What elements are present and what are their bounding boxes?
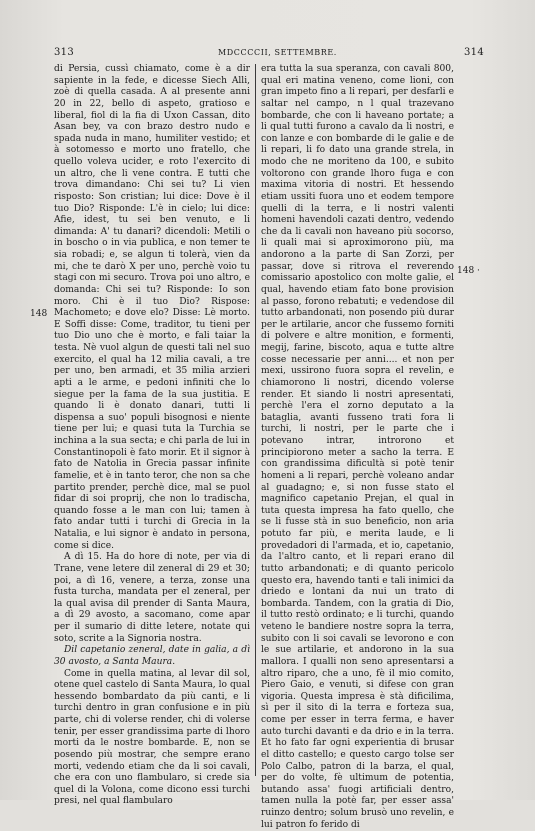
running-header xyxy=(0,47,535,61)
paragraph: A dì 15. Ha do hore di note, per via di Trane, vene letere dil zeneral di 29 et 30; poi, a dì 16, venere, a terza, zonse una fusta turcha, mandata per el zeneral, per la qual avisa dil prender di Santa Maura, a dì 29 avosto, a sacomano, come apar per il sumario di ditte letere, notate qui soto, scrite a la Signoria nostra. xyxy=(54,552,250,644)
margin-number-right: 148 · xyxy=(457,266,480,276)
running-title: MDCCCCII, SETTEMBRE. xyxy=(218,48,337,57)
page-number-right: 314 xyxy=(464,47,484,58)
page-number-left: 313 xyxy=(54,47,74,58)
left-column xyxy=(54,64,250,808)
paragraph: era tutta la sua speranza, con cavali 800, qual eri matina veneno, come lioni, con gran impeto fino a li repari, per desfarli e saltar nel campo, n l qual trazevano bombarde, che con li haveano portate; a li qual tutti furono a cavalo da li nostri, e con lanze e con bombarde di le galie e de li repari, li fo dato una grande strela, in modo che ne moriteno da 100, e subito voltorono con grande lhoro fuga e con maxima vitoria di nostri. Et hessendo etiam ussiti fuora uno et eodem tempore quelli di la terra, e li nostri valenti homeni havendoli cazati dentro, vedendo che da li cavali non haveano più socorso, li quali mai si aproximorono più, ma andorono a la parte di San Zorzi, per passar, dove si ritrova el reverendo comissario apostolico con molte galie, el qual, havendo etiam fato bone provision al passo, forono rebatuti; e vedendose dil tutto arbandonati, non posendo più durar per le artilarie, ancor che fussemo forniti di polvere e altre monition, e formenti, megij, farine, biscoto, aqua e tutte altre cosse necessarie per anni.... et non per mexi, ussirono fuora sopra el revelin, e chiamorono li nostri, dicendo volerse render. Et siando li nostri apresentati, perchè l'era el zorno deputato a la bataglia, avanti fusseno trati fora li turchi, li nostri, per le parte che i potevano intrar, introrono et principiorono meter a sacho la terra. E con grandissima dificultà si potè tenir homeni a li repari, perchè voleano andar al guadagno; e, si non fusse stato el magnifico capetanio Prejan, el qual in tuta questa impresa ha fato quello, che se li fusse stà in suo beneficio, non aria potuto far più, e merita laude, e li provedadori di l'armada, et io, capetanio, da l'altro canto, et li repari erano dil tutto arbandonati; e di quanto pericolo questo era, havendo tanti e tali inimici da driedo e lontani da nui un trato di bombarda. Tandem, con la gratia di Dio, il tutto restò ordinato; e li turchi, quando veteno le bandiere nostre sopra la terra, subito con li soi cavali se levorono e con le sue artilarie, et andorono in la sua mallora. I qualli non seno apresentarsi a altro riparo, che a uno, fè il mio comito, Piero Gaio, e venuti, si difese con gran vigoria. Questa impresa è stà dificilima, sì per il sito di la terra e forteza sua, come per esser in terra ferma, e haver auto turchi davanti e da drio e in la terra. Et ho fato far ogni experientia di brusar el ditto castello; e questo cargo tolse ser Polo Calbo, patron di la barza, el qual, per do volte, fè ultimum de potentia, butando assa' fuogi artificiali dentro, tamen nulla la potè far, per esser assa' ruinzo dentro; solum brusò uno revelin, e lui patron fo ferido di xyxy=(261,64,454,830)
paragraph: di Persia, cussì chiamato, come è a dir sapiente in la fede, e dicesse Siech Alli, zoè di quella casada. A al presente anni 20 in 22, bello di aspeto, gratioso e liberal, fiol di la fia di Uxon Cassan, dito Asan bey, va con brazo destro nudo e spada nuda in mano, humiliter vestido; et à sotomesso e morto uno fratello, che quello voleva ucider, e roto l'exercito di un altro, che li vene contra. E tutti che trova dimandano: Chi sei tu? Li vien risposto: Son cristian; lui dice: Dove è il tuo Dio? Risponde: L'è in cielo; lui dice: Afie, idest, tu sei ben venuto, e li dimanda: A' tu danari? dicendoli: Metili o in boscho o in via publica, e non temer te sia robadi; e, se algun ti tolerà, vien da mi, che te darò X per uno, perchè voio tu stagi con mi securo. Trova poi uno altro, e domanda: Chi sei tu? Risponde: Io son moro. Chi è il tuo Dio? Rispose: Machometo; e dove elo? Disse: Lè morto. E Soffi disse: Come, traditor, tu tieni per tuo Dio uno che è morto, e fali taiar la testa. Nè vuol algun de questi tali nel suo exercito, el qual ha 12 milia cavali, a tre per uno, ben armadi, et 35 milia arzieri apti a le arme, e pedoni infiniti che lo siegue per la fama de la sua justitia. E quando li è donato danari, tutti li dispensa a suo' populi bisognosi e niente tiene per lui; e quasi tuta la Turchia se inchina a la sua secta; e chi parla de lui in Constantinopoli è fato morir. Et il signor à fato de Natolia in Grecia passar infinite famelie, et è in tanto teror, che non sa che partito prender, perchè dice, mal se puol fidar di soi proprij, che non lo tradischa, quando fosse a le man con lui; tamen à fato andar tutti i turchi di Grecia in la Natalia, e lui signor è andato in persona, come si dice. xyxy=(54,64,250,551)
margin-number-left: 148 xyxy=(30,309,48,319)
column-divider xyxy=(255,64,256,776)
right-column xyxy=(261,64,454,831)
letter-heading: Dil capetanio zeneral, date in galia, a dì 30 avosto, a Santa Maura. xyxy=(54,645,250,667)
paragraph: Come in quella matina, al levar dil sol, otene quel castelo di Santa Maura, lo qual hessendo bombardato da più canti, e li turchi dentro in gran confusione e in più parte, chi di volerse render, chi di volerse tenir, per esser grandissima parte di lhoro morti da le nostre bombarde. E, non se posendo più mostrar, che sempre erano morti, vedendo etiam che da li soi cavali, che era con uno flambularo, si crede sia quel di la Volona, come dicono essi turchi presi, nel qual flambularo xyxy=(54,668,250,807)
